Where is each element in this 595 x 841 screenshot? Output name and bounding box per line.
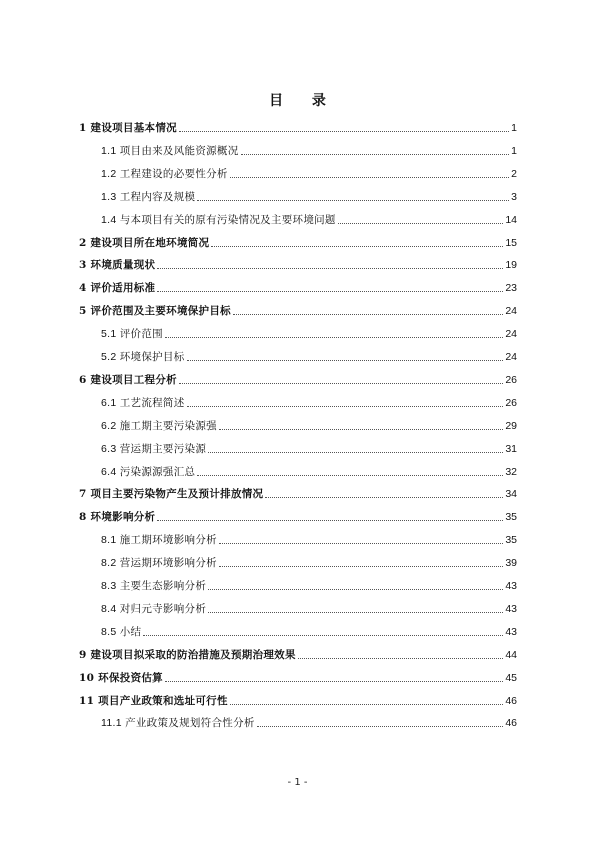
toc-entry-title: 8.1 施工期环境影响分析 <box>101 534 217 547</box>
toc-entry-section[interactable] <box>101 161 517 181</box>
toc-entry-page-number: 46 <box>505 717 517 730</box>
toc-dot-leader <box>208 451 503 453</box>
toc-entry-section[interactable] <box>101 321 517 341</box>
toc-entry-title: 6.2 施工期主要污染源强 <box>101 419 217 432</box>
toc-entry-section[interactable] <box>101 138 517 158</box>
toc-entry-section[interactable] <box>101 184 517 204</box>
toc-dot-leader <box>257 725 504 727</box>
toc-entry-title: 6.1 工艺流程简述 <box>101 396 185 409</box>
toc-dot-leader <box>265 496 503 498</box>
toc-entry-chapter[interactable] <box>79 688 517 708</box>
toc-dot-leader <box>208 611 503 613</box>
toc-entry-page-number: 35 <box>505 511 517 524</box>
toc-entry-title: 1.2 工程建设的必要性分析 <box>101 167 228 180</box>
toc-entry-title: 1.4 与本项目有关的原有污染情况及主要环境问题 <box>101 213 336 226</box>
toc-entry-page-number: 26 <box>505 373 517 386</box>
toc-entry-page-number: 29 <box>505 419 517 432</box>
toc-entry-page-number: 43 <box>505 625 517 638</box>
toc-entry-section[interactable] <box>101 710 517 730</box>
toc-entry-title: 8.2 营运期环境影响分析 <box>101 557 217 570</box>
toc-entry-section[interactable] <box>101 550 517 570</box>
toc-entry-title: 4 评价适用标准 <box>79 282 156 295</box>
toc-dot-leader <box>338 222 504 224</box>
toc-entry-section[interactable] <box>101 344 517 364</box>
toc-entry-section[interactable] <box>101 459 517 479</box>
toc-dot-leader <box>233 313 503 315</box>
toc-dot-leader <box>143 634 503 636</box>
toc-dot-leader <box>230 703 504 705</box>
toc-dot-leader <box>241 153 509 155</box>
toc-dot-leader <box>219 542 503 544</box>
toc-entry-page-number: 24 <box>505 351 517 363</box>
toc-entry-chapter[interactable] <box>79 230 517 250</box>
toc-entry-page-number: 24 <box>505 328 517 341</box>
toc-entry-page-number: 45 <box>505 671 517 684</box>
toc-entry-page-number: 2 <box>511 167 517 180</box>
toc-entry-page-number: 26 <box>505 396 517 409</box>
toc-title: 目 录 <box>269 93 338 109</box>
toc-entry-title: 8 环境影响分析 <box>79 511 156 524</box>
toc-entry-section[interactable] <box>101 207 517 227</box>
toc-entry-title: 6.3 营运期主要污染源 <box>101 442 207 455</box>
toc-entry-page-number: 32 <box>505 465 517 478</box>
toc-entry-chapter[interactable] <box>79 665 517 685</box>
toc-dot-leader <box>179 130 509 132</box>
toc-dot-leader <box>157 267 503 269</box>
toc-entry-title: 1.3 工程内容及规模 <box>101 190 196 203</box>
toc-entry-section[interactable] <box>101 527 517 547</box>
toc-entry-page-number: 35 <box>505 534 517 547</box>
toc-entry-chapter[interactable] <box>79 367 517 387</box>
toc-dot-leader <box>219 565 503 567</box>
toc-entry-section[interactable] <box>101 619 517 639</box>
toc-entry-page-number: 31 <box>505 442 517 455</box>
toc-dot-leader <box>157 519 503 521</box>
toc-entry-page-number: 19 <box>505 259 517 272</box>
toc-dot-leader <box>187 405 504 407</box>
toc-entry-page-number: 3 <box>511 190 517 203</box>
toc-dot-leader <box>165 680 503 682</box>
toc-dot-leader <box>298 657 504 659</box>
toc-entry-chapter[interactable] <box>79 275 517 295</box>
toc-entry-section[interactable] <box>101 413 517 433</box>
toc-entry-title: 3 环境质量现状 <box>79 259 156 272</box>
toc-entry-title: 5 评价范围及主要环境保护目标 <box>79 305 231 318</box>
toc-entry-chapter[interactable] <box>79 298 517 318</box>
toc-entry-section[interactable] <box>101 436 517 456</box>
toc-entry-page-number: 24 <box>505 305 517 318</box>
toc-entry-page-number: 15 <box>505 236 517 249</box>
toc-entry-title: 11.1 产业政策及规划符合性分析 <box>101 717 255 730</box>
toc-dot-leader <box>165 336 503 338</box>
toc-entry-section[interactable] <box>101 573 517 593</box>
toc-entry-page-number: 44 <box>505 648 517 661</box>
toc-entry-title: 11 项目产业政策和选址可行性 <box>79 694 228 707</box>
toc-dot-leader <box>211 245 503 247</box>
toc-entry-section[interactable] <box>101 390 517 410</box>
toc-entry-title: 2 建设项目所在地环境简况 <box>79 236 210 249</box>
toc-entry-title: 6.4 污染源源强汇总 <box>101 465 196 478</box>
toc-entry-page-number: 1 <box>511 122 517 134</box>
toc-dot-leader <box>157 290 503 292</box>
toc-entry-section[interactable] <box>101 596 517 616</box>
toc-entry-title: 8.4 对归元寺影响分析 <box>101 602 207 615</box>
toc-dot-leader <box>197 474 503 476</box>
toc-entry-title: 9 建设项目拟采取的防治措施及预期治理效果 <box>79 648 296 661</box>
toc-entry-page-number: 1 <box>511 144 517 157</box>
toc-dot-leader <box>230 176 509 178</box>
toc-entry-page-number: 43 <box>505 580 517 592</box>
toc-entry-title: 10 环保投资估算 <box>79 671 163 684</box>
toc-dot-leader <box>179 382 503 384</box>
toc-entry-page-number: 39 <box>505 557 517 570</box>
toc-entry-page-number: 43 <box>505 602 517 615</box>
toc-entry-title: 8.3 主要生态影响分析 <box>101 580 207 592</box>
toc-entry-chapter[interactable] <box>79 115 517 135</box>
toc-entry-page-number: 23 <box>505 282 517 295</box>
toc-entry-page-number: 14 <box>505 213 517 226</box>
toc-entry-page-number: 46 <box>505 694 517 707</box>
toc-entry-chapter[interactable] <box>79 252 517 272</box>
toc-dot-leader <box>187 359 504 361</box>
toc-entry-title: 1.1 项目由来及风能资源概况 <box>101 144 239 157</box>
toc-dot-leader <box>197 199 509 201</box>
toc-entry-chapter[interactable] <box>79 642 517 662</box>
toc-entry-title: 8.5 小结 <box>101 625 142 638</box>
toc-dot-leader <box>219 428 503 430</box>
toc-entry-title: 5.2 环境保护目标 <box>101 351 185 363</box>
toc-entry-title: 1 建设项目基本情况 <box>79 122 177 134</box>
toc-entry-title: 7 项目主要污染物产生及预计排放情况 <box>79 488 264 501</box>
toc-entry-page-number: 34 <box>505 488 517 501</box>
toc-entry-chapter[interactable] <box>79 504 517 524</box>
page-number: - 1 - <box>287 777 308 788</box>
toc-entry-chapter[interactable] <box>79 481 517 501</box>
toc-dot-leader <box>208 588 503 590</box>
toc-entry-title: 6 建设项目工程分析 <box>79 373 177 386</box>
toc-entry-title: 5.1 评价范围 <box>101 328 163 341</box>
